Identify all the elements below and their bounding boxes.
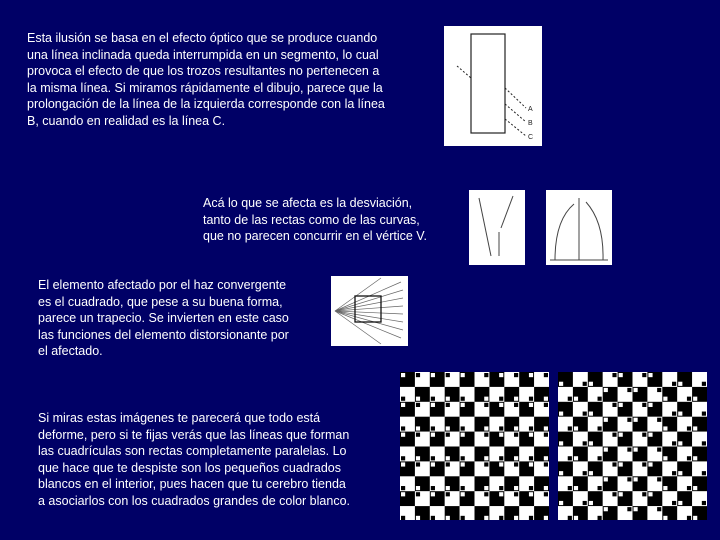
checkerboard-illusion-1 [400, 372, 549, 520]
checkerboard-illusion-2 [558, 372, 707, 520]
label-b: B [528, 120, 533, 127]
poggendorff-figure [444, 26, 542, 146]
converging-straight-lines-figure [469, 190, 525, 265]
checkerboard-text: Si miras estas imágenes te parecerá que todo está deforme, pero si te fijas verás que las líneas que forman las cuadrículas son rectas completamente paralelas. Lo que hace que te despiste son los pequeños cuadrados blancos en el interior, pues hacen que tu cerebro tienda a asociarlos con los cuadrados grandes de color blanco. [38, 411, 350, 508]
poggendorff-text: Esta ilusión se basa en el efecto óptico que se produce cuando una línea inclinada queda interrumpida en un segmento, lo cual provoca el efecto de que los trozos resultantes no pertenecen a la misma línea. Si miramos rápidamente el dibujo, parece que la prolongación de la línea de la izquierda corresponde con la línea B, cuando en realidad es la línea C. [27, 31, 385, 128]
label-c: C [528, 134, 534, 141]
converging-curved-lines-figure [546, 190, 612, 265]
label-a: A [528, 106, 533, 113]
deviation-text: Acá lo que se afecta es la desviación, tanto de las rectas como de las curvas, que no parecen concurrir en el vértice V. [203, 196, 427, 243]
square-in-rays-figure [331, 276, 408, 346]
square-trapezoid-text: El elemento afectado por el haz convergente es el cuadrado, que pese a su buena forma, parece un trapecio. Se invierten en este caso las funciones del elemento distorsionante por el afectado. [38, 278, 289, 358]
